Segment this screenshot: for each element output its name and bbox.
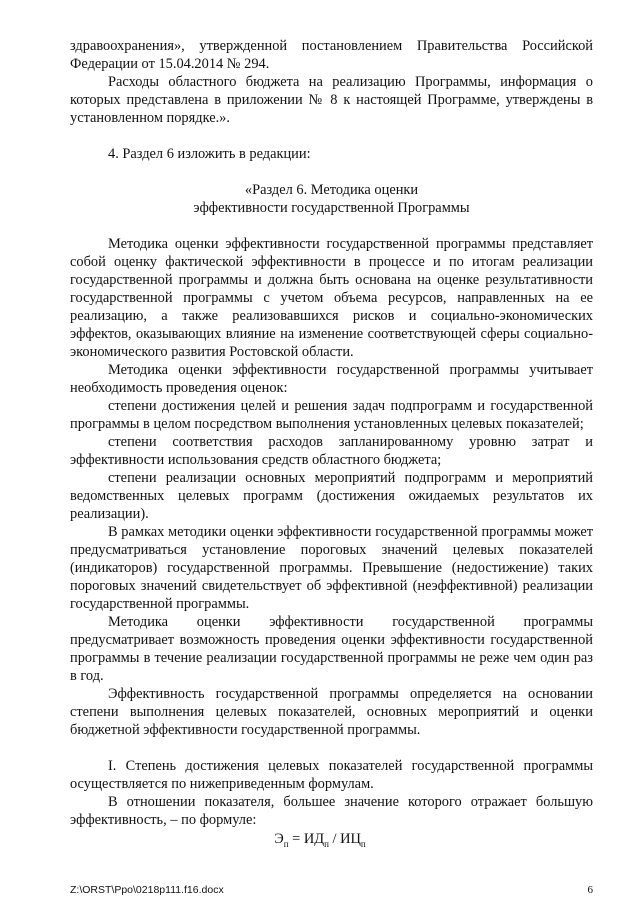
formula (0, 831, 640, 849)
paragraph: Расходы областного бюджета на реализацию Программы, информация о которых представлена в приложении № 8 к настоящей Программе, утверждены в установленном порядке.». (70, 74, 593, 126)
formula-divide-ic: / ИЦ (328, 831, 361, 847)
formula-equals-id: = ИД (288, 831, 325, 847)
paragraph: В отношении показателя, большее значение которого отражает большую эффективность, – по формуле: (70, 794, 593, 828)
page-footer (70, 884, 593, 896)
formula-mid-subscript: п (324, 838, 329, 849)
paragraph: Эффективность государственной программы определяется на основании степени выполнения целевых показателей, основных мероприятий и оценки бюджетной эффективности государственной программы. (70, 686, 593, 738)
formula-lhs: Э (274, 831, 284, 847)
paragraph: здравоохранения», утвержденной постановлением Правительства Российской Федерации от 15.04.2014 № 294. (70, 38, 593, 72)
list-item: степени достижения целей и решения задач подпрограмм и государственной программы в целом посредством выполнения установленных целевых показателей; (70, 398, 593, 432)
paragraph: I. Степень достижения целевых показателей государственной программы осуществляется по нижеприведенным формулам. (70, 758, 593, 792)
spacer (70, 163, 593, 181)
paragraph: Методика оценки эффективности государственной программы представляет собой оценку фактической эффективности в процессе и по итогам реализации государственной программы и должна быть основана на оценке результативности государственной программы с учетом объема ресурсов, направленных на ее реализацию, а также реализовавшихся рисков и социально-экономических эффектов, оказывающих влияние на изменение соответствующей сферы социально-экономического развития Ростовской области. (70, 236, 593, 360)
formula-lhs-subscript: п (283, 838, 289, 849)
paragraph: Методика оценки эффективности государственной программы учитывает необходимость проведения оценок: (70, 362, 593, 396)
document-body (70, 37, 593, 829)
paragraph: 4. Раздел 6 изложить в редакции: (108, 146, 311, 162)
formula-rhs-subscript: п (360, 838, 366, 849)
paragraph: В рамках методики оценки эффективности государственной программы может предусматриваться установление пороговых значений целевых показателей (индикаторов) государственной программы. Превышение (недостижение) таких пороговых значений свидетельствует об эффективной (неэффективной) реализации государственной программы. (70, 524, 593, 612)
file-path: Z:\ORST\Ppo\0218p111.f16.docx (70, 884, 224, 896)
spacer (70, 217, 593, 235)
section-heading-line-1: «Раздел 6. Методика оценки (244, 182, 419, 198)
spacer (70, 739, 593, 757)
list-item: степени соответствия расходов запланированному уровню затрат и эффективности использования средств областного бюджета; (70, 434, 593, 468)
spacer (70, 127, 593, 145)
paragraph: Методика оценки эффективности государственной программы предусматривает возможность проведения оценки эффективности государственной программы в течение реализации государственной программы не реже чем один раз в год. (70, 614, 593, 684)
page-number: 6 (587, 884, 593, 896)
list-item: степени реализации основных мероприятий подпрограмм и мероприятий ведомственных целевых программ (достижения ожидаемых результатов их реализации). (70, 470, 593, 522)
section-heading-line-2: эффективности государственной Программы (193, 200, 470, 216)
